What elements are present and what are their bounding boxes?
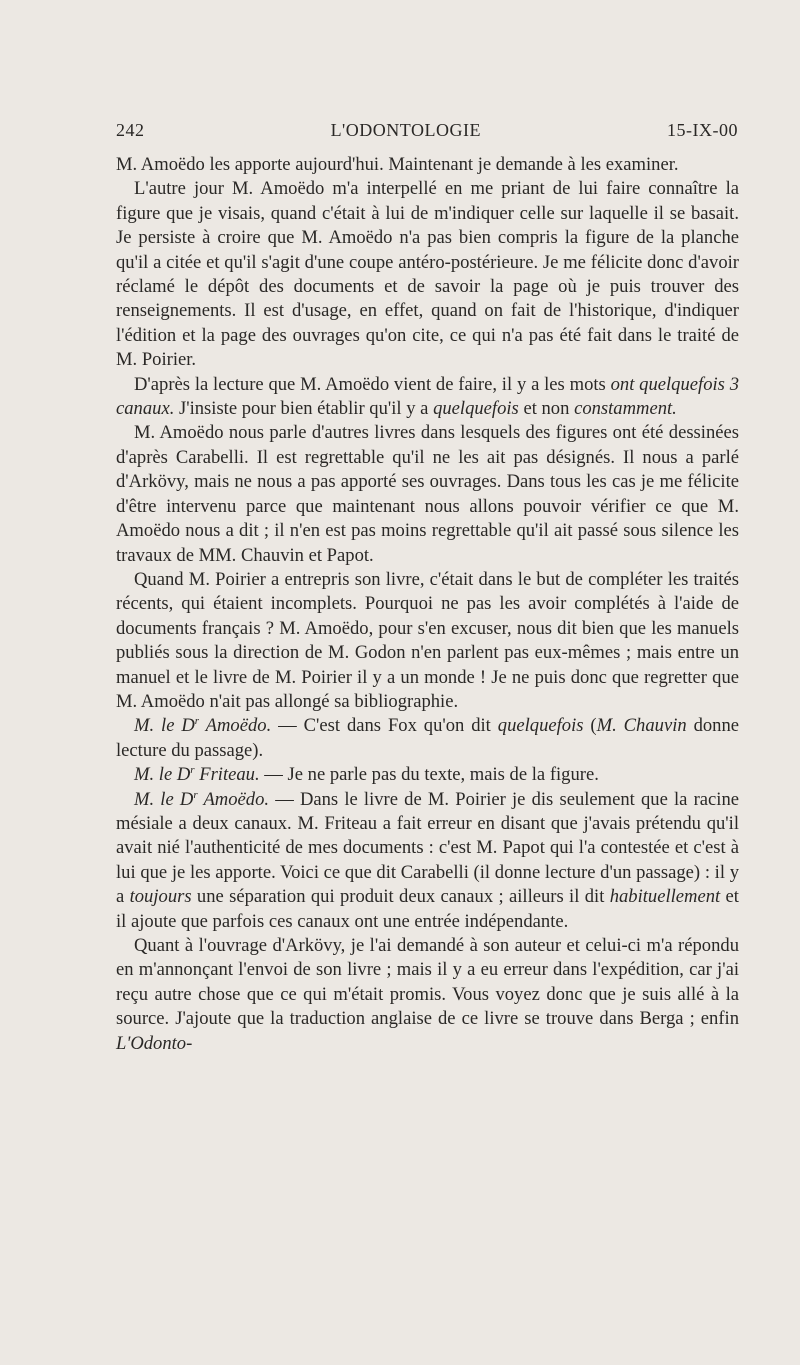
text-run: M. le D [134,764,191,786]
text-run: L'autre jour M. Amoëdo m'a interpellé en me priant de lui faire connaître la figure que je visais, quand c'était à lui de m'indiquer celle sur laquelle il se basait. Je persiste à croire que M. Amoëdo n'a pas bien compris la figure de la planche qu'il a citée et qu'il s'agit d'une coupe antéro-postérieure. Je me félicite donc d'avoir réclamé le dépôt des documents et de savoir la page où je puis trouver des renseignements. Il est d'usage, en effet, quand on fait de l'historique, d'indiquer l'édition et la page des ouvrages qu'on cite, ce qui n'a pas été fait dans le traité de M. Poirier. [116,178,739,371]
text-run: M. le D [134,715,195,737]
text-run: M. Chauvin [596,715,687,737]
paragraph [116,763,739,787]
text-run: — C'est dans Fox qu'on dit [271,715,498,737]
text-run: L'Odonto- [116,1032,193,1054]
page-number: 242 [116,120,145,140]
text-run: — Je ne parle pas du texte, mais de la figure. [259,764,599,786]
text-run: Amoëdo. [199,715,272,737]
superscript-run: r [190,763,195,776]
text-run: quelquefois [433,398,519,420]
text-run: et il ajoute que parfois ces canaux ont une entrée indépendante. [116,886,739,932]
paragraph [116,421,739,567]
text-run: ( [583,715,597,737]
text-run: donne lecture du passage). [116,715,740,761]
text-run: Friteau. [194,764,260,786]
text-run: ont quelquefois 3 canaux. [116,373,740,420]
superscript-run: r [194,715,200,728]
text-run: M. le D [134,788,194,810]
text-run: M. Amoëdo les apporte aujourd'hui. Maintenant je demande à les examiner. [116,154,679,175]
journal-title: L'ODONTOLOGIE [330,120,481,140]
text-run: et non [518,398,575,420]
text-run: constamment. [574,398,677,420]
paragraph [116,714,739,763]
text-run: M. Amoëdo nous parle d'autres livres dans lesquels des figures ont été dessinées d'après Carabelli. Il est regrettable qu'il ne les ait pas désignés. Il nous a parlé d'Arkövy, mais ne nous a pas apporté ses ouvrages. Dans tous les cas je me félicite d'être intervenu parce que maintenant nous allons pouvoir vérifier ce que M. Amoëdo nous a dit ; il n'en est pas moins regrettable qu'il ait passé sous silence les travaux de MM. Chauvin et Papot. [116,422,739,566]
body-text [116,153,739,1056]
superscript-run: r [193,788,198,801]
text-run: quelquefois [497,715,584,737]
text-run: — Dans le livre de M. Poirier je dis seulement que la racine mésiale a deux canaux. M. Friteau a fait erreur en disant que j'avais prétendu qu'il avait nié l'authenticité de mes documents : c'est M. Papot qui l'a contestée et c'est à lui que je les apporte. Voici ce que dit Carabelli (il donne lecture d'un passage) : il y a [116,788,740,908]
text-run: Quant à l'ouvrage d'Arkövy, je l'ai demandé à son auteur et celui-ci m'a répondu en m'annonçant l'envoi de son livre ; mais il y a eu erreur dans l'expédition, car j'ai reçu autre chose que ce qui m'était promis. Vous voyez donc que je suis allé à la source. J'ajoute que la traduction anglaise de ce livre se trouve dans Berga ; enfin [116,935,739,1030]
paragraph [116,373,739,422]
text-run: J'insiste pour bien établir qu'il y a [174,398,434,420]
text-run: toujours [129,886,192,908]
text-run: habituellement [609,886,721,908]
paragraph [116,153,739,177]
text-run: Amoëdo. [197,788,270,810]
paragraph [116,568,739,714]
text-run: une séparation qui produit deux canaux ; ailleurs il dit [191,886,610,908]
paragraph [116,788,739,934]
running-header [116,120,738,141]
text-run: Quand M. Poirier a entrepris son livre, c'était dans le but de compléter les traités récents, qui étaient incomplets. Pourquoi ne pas les avoir complétés à l'aide de documents français ? M. Amoëdo, pour s'en excuser, nous dit bien que les manuels publiés sous la direction de M. Godon n'en parlent pas eux-mêmes ; mais entre un manuel et le livre de M. Poirier il y a un monde ! Je ne puis donc que regretter que M. Amoëdo n'ait pas allongé sa bibliographie. [116,568,739,712]
paragraph [116,177,739,372]
text-run: D'après la lecture que M. Amoëdo vient de faire, il y a les mots [134,373,611,395]
issue-date: 15-IX-00 [667,120,738,140]
paragraph [116,934,739,1056]
